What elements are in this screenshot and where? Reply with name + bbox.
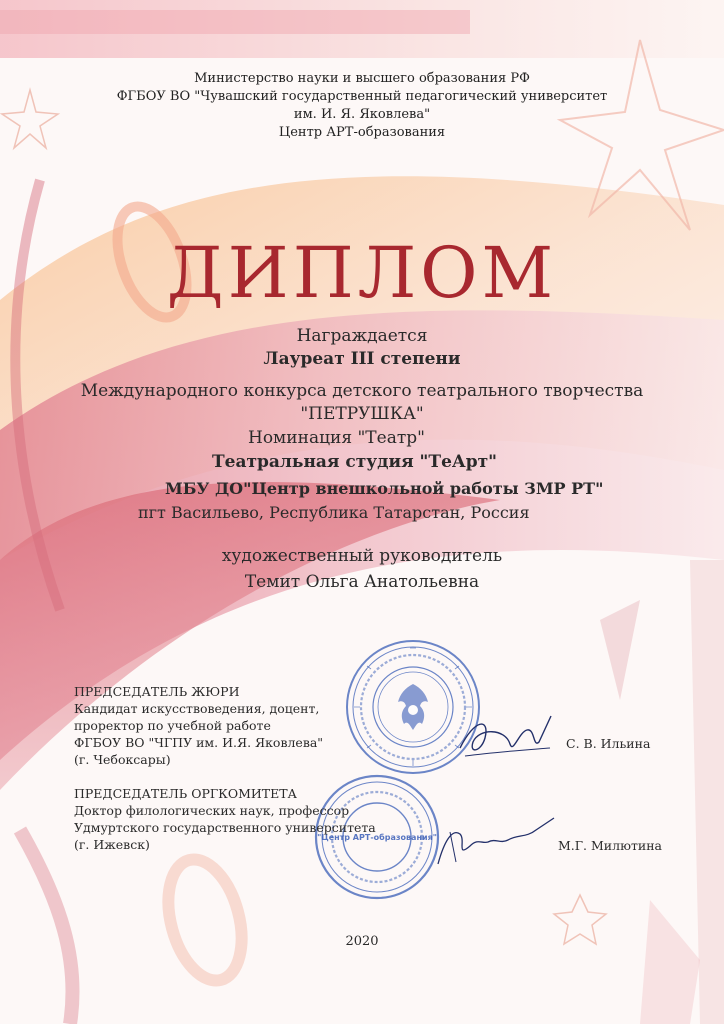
jury-chair-block [74,683,323,768]
leader-role: художественный руководитель [221,546,503,566]
stamp-center-text: "Центр АРТ-образования" [317,833,437,842]
nomination: Номинация "Театр" [248,428,425,448]
jury-chair-name: С. В. Ильина [566,736,651,751]
orgcommittee-signature [430,812,560,872]
laureate-degree: Лауреат III степени [263,349,461,369]
contest-name-line-2: "ПЕТРУШКА" [300,404,424,424]
diploma-title: ДИПЛОМ [166,232,558,314]
orgcommittee-line-3: (г. Ижевск) [74,837,150,852]
header-line-3: им. И. Я. Яковлева" [293,107,431,122]
orgcommittee-line-2: Удмуртского государственного университета [74,820,376,835]
header-line-2: ФГБОУ ВО "Чувашский государственный педагогический университет [116,89,608,104]
header-line-4: Центр АРТ-образования [278,125,446,140]
year: 2020 [345,934,379,949]
organization-name: МБУ ДО"Центр внешкольной работы ЗМР РТ" [165,479,604,498]
orgcommittee-line-1: Доктор филологических наук, профессор [74,803,350,818]
jury-signature [455,708,555,768]
issuer-header [60,70,664,142]
contest-name-line-1: Международного конкурса детского театрального творчества [80,381,644,401]
jury-line-1: Кандидат искусствоведения, доцент, [74,701,320,716]
jury-line-4: (г. Чебоксары) [74,752,171,767]
orgcommittee-chair-name: М.Г. Милютина [558,838,662,853]
jury-line-3: ФГБОУ ВО "ЧГПУ им. И.Я. Яковлева" [74,735,324,750]
jury-heading: ПРЕДСЕДАТЕЛЬ ЖЮРИ [74,684,240,699]
awarded-text: Награждается [296,326,428,346]
orgcommittee-chair-block [74,785,376,853]
location: пгт Васильево, Республика Татарстан, Россия [138,503,530,522]
orgcommittee-heading: ПРЕДСЕДАТЕЛЬ ОРГКОМИТЕТА [74,786,298,801]
leader-name: Темит Ольга Анатольевна [244,572,480,592]
header-line-1: Министерство науки и высшего образования РФ [194,71,530,86]
jury-line-2: проректор по учебной работе [74,718,271,733]
studio-name: Театральная студия "ТеАрт" [212,452,498,472]
